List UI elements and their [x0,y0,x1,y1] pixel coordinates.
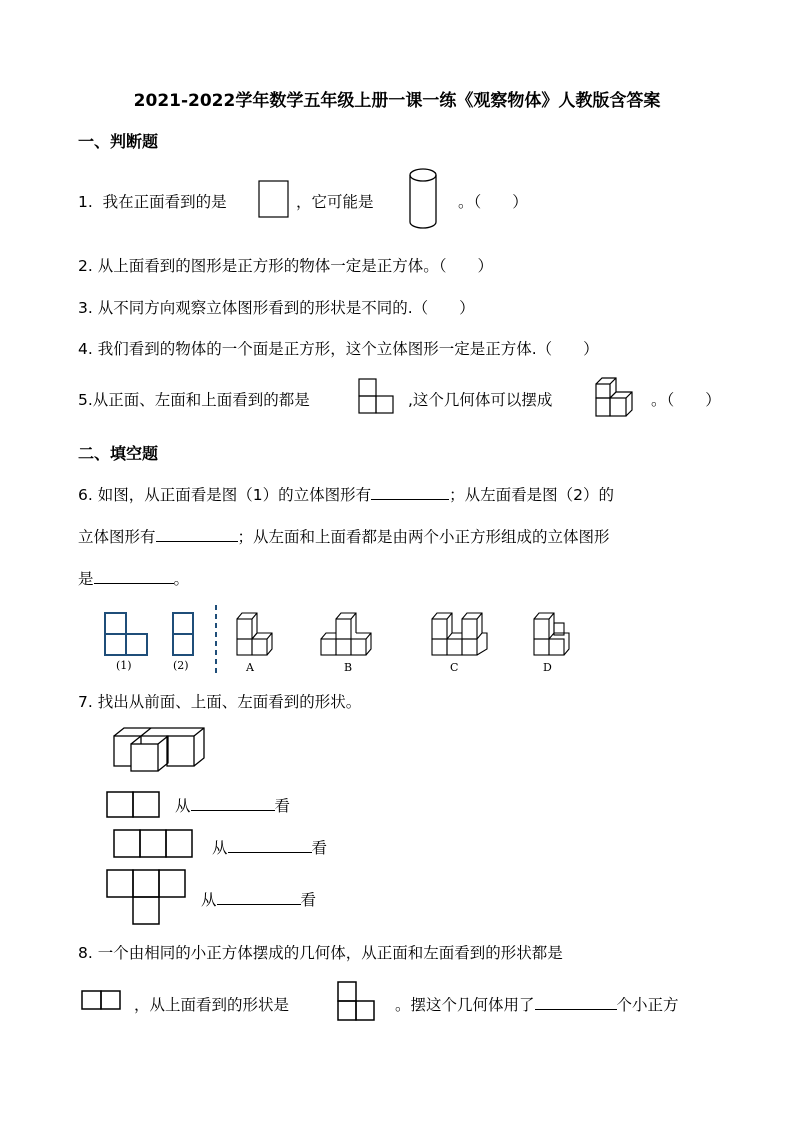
q1-cylinder-figure [408,167,440,231]
q1-rectangle-figure [258,180,290,218]
q8-front-view-figure [81,990,123,1012]
q6-text-2b: ；从左面和上面看都是由两个小正方形组成的立体图形 [237,528,610,546]
q6-solid-B [321,613,371,655]
q6-text-1b: ；从左面看是图（2）的 [449,486,614,504]
q6-solid-C [432,613,487,655]
q7-solid-figure [112,726,212,776]
q6-text-2a: 立体图形有 [78,528,156,546]
q6-figure-row [100,603,580,678]
q8-blank[interactable] [535,993,617,1010]
q5-l-view-figure [358,378,396,416]
q6-blank-3[interactable] [94,567,174,584]
q7-blank-2[interactable] [228,836,312,853]
q6-label-D: D [543,661,552,674]
q6-solid-A [237,613,272,655]
q6-label-C: C [450,661,459,674]
q5-text-b: ,这个几何体可以摆成 [408,391,553,409]
q7-look-2: 看 [311,839,328,857]
q6-line-1 [78,483,614,505]
q7-row-2 [212,836,327,858]
q1-text-b: ，它可能是 [296,193,374,211]
q6-line-2 [78,525,610,547]
q7-from-2: 从 [212,839,228,857]
q6-label-2: (2) [173,659,189,672]
q5-text-a: 5.从正面、左面和上面看到的都是 [78,391,310,409]
q6-line-3 [78,567,189,589]
question-4: 4. 我们看到的物体的一个面是正方形，这个立体图形一定是正方体.（ ） [78,340,599,358]
q1-text-a: 我在正面看到的是 [102,193,227,211]
q7-view-shape-3 [106,869,188,927]
q7-row-3 [201,888,316,910]
q6-label-B: B [344,661,353,674]
q7-look-1: 看 [274,797,291,815]
q1-number: 1. [78,193,93,211]
q7-from-3: 从 [201,891,217,909]
q6-blank-2[interactable] [156,525,238,542]
q6-text-3b: 。 [173,570,190,588]
q7-view-shape-1 [106,791,162,819]
q7-blank-1[interactable] [191,794,275,811]
question-2: 2. 从上面看到的图形是正方形的物体一定是正方体。（ ） [78,257,493,275]
q6-label-A: A [246,661,254,674]
page-title: 2021-2022学年数学五年级上册一课一练《观察物体》人教版含答案 [133,91,661,111]
q6-text-3a: 是 [78,570,94,588]
q8-top-view-figure [337,981,377,1023]
q5-text-c: 。（ ） [651,391,721,409]
question-3: 3. 从不同方向观察立体图形看到的形状是不同的.（ ） [78,299,475,317]
q8-text-2a: ，从上面看到的形状是 [134,996,290,1014]
section-fill-heading: 二、填空题 [78,444,159,463]
q8-line-2-rest [395,993,679,1015]
q6-text-1a: 6. 如图，从正面看是图（1）的立体图形有 [78,486,372,504]
question-1 [78,190,227,212]
q6-solid-D [534,613,569,655]
q7-blank-3[interactable] [217,888,301,905]
q6-label-1: (1) [116,659,132,672]
q7-look-3: 看 [300,891,317,909]
q8-line-1: 8. 一个由相同的小正方体摆成的几何体，从正面和左面看到的形状都是 [78,944,563,962]
q5-cube-stack-figure [594,376,636,420]
q7-from-1: 从 [175,797,191,815]
q7-view-shape-2 [113,829,195,859]
q1-text-c: 。（ ） [458,193,528,211]
q6-view-2 [173,613,193,655]
question-7: 7. 找出从前面、上面、左面看到的形状。 [78,693,362,711]
q8-text-2c: 个小正方 [616,996,679,1014]
section-judgement-heading: 一、判断题 [78,132,159,151]
q6-blank-1[interactable] [371,483,449,500]
q6-view-1 [105,613,147,655]
q7-row-1 [175,794,290,816]
q8-text-2b: 。摆这个几何体用了 [395,996,535,1014]
